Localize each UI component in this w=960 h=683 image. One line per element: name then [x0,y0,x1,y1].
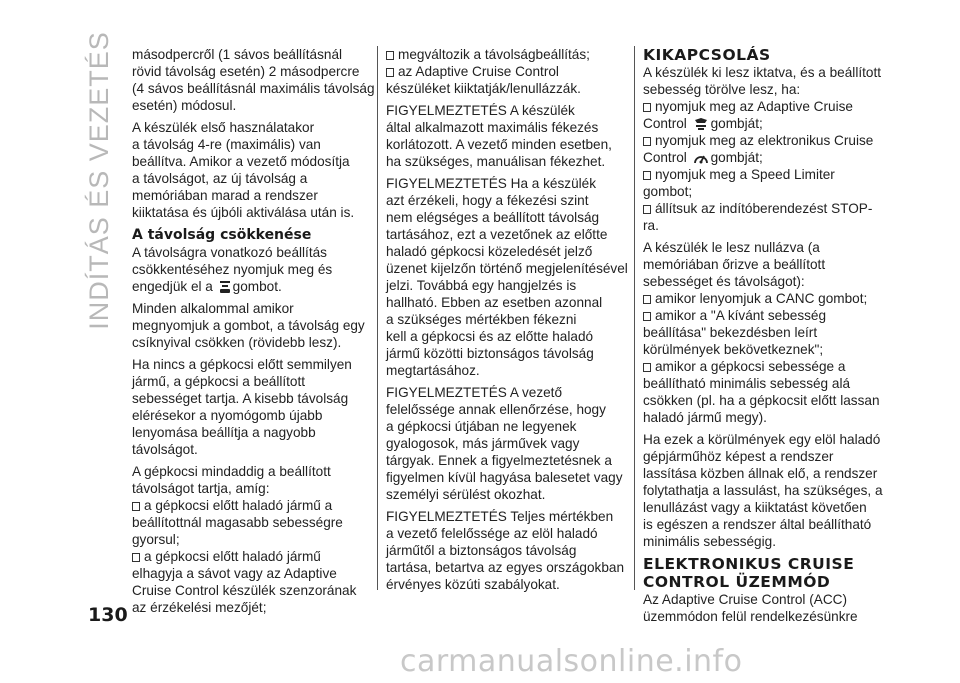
square-bullet-icon [132,502,140,511]
paragraph: másodpercről (1 sávos beállításnál rövid távolság esetén) 2 másodpercre (4 sávos beállításnál maximális távolság esetén) módosul. [132,47,375,113]
column-divider [377,46,378,590]
square-bullet-icon [386,68,394,77]
square-bullet-icon [643,363,651,372]
square-bullet-icon [643,103,651,112]
distance-reduce-icon [219,280,231,294]
square-bullet-icon [132,553,140,562]
square-bullet-icon [643,171,651,180]
watermark: carmanualsonline.info [400,644,743,679]
list-item: amikor a gépkocsi sebessége a beállítható minimális sebesség alá csökken (pl. ha a gépkocsit előtt lassan haladó jármű megy). [643,359,880,425]
section-heading: CONTROL ÜZEMMÓD [643,573,831,591]
section-heading: KIKAPCSOLÁS [643,46,771,64]
column-2 [386,46,628,593]
warning-paragraph: FIGYELMEZTETÉS A készülék által alkalmazott maximális fékezés korlátozott. A vezető minden esetben, ha szükséges, manuálisan fékezhet. [386,103,612,169]
paragraph: A készülék le lesz nullázva (a memóriában őrizve a beállított sebességet és távolságot): [643,240,826,289]
warning-paragraph: FIGYELMEZTETÉS Teljes mértékben a vezető felelőssége az elöl haladó járműtől a biztonságos távolság tartása, betartva az egyes országokban érvényes közúti szabályokat. [386,509,625,592]
paragraph: Az Adaptive Cruise Control (ACC) üzemmódon felül rendelkezésünkre [643,592,858,624]
column-1 [132,46,375,616]
section-title: INDÍTÁS ÉS VEZETÉS [83,30,114,330]
paragraph: A készülék ki lesz iktatva, és a beállított sebesség törölve lesz, ha: [643,65,882,97]
column-divider [634,46,635,590]
paragraph: Ha nincs a gépkocsi előtt semmilyen jármű, a gépkocsi a beállított sebességet tartja. A kisebb távolság elérésekor a nyomógomb újabb lenyomása beállítja a nagyobb távolságot. [132,357,352,457]
list-item: nyomjuk meg az Adaptive Cruise Control gombját; [643,99,853,131]
column-3 [643,46,883,625]
section-heading: A távolság csökkenése [132,227,312,243]
warning-paragraph: FIGYELMEZTETÉS Ha a készülék azt érzékeli, hogy a fékezési szint nem elégséges a beállított távolság tartásához, ezt a vezetőnek az előtte haladó gépkocsi közeledését jelző üzenet kijelzőn történő megjelenítésével jelzi. Továbbá egy hangjelzés is hallható. Ebben az esetben azonnal a szükséges mértékben fékezni kell a gépkocsi és az előtte haladó jármű közötti biztonságos távolság megtartásához. [386,176,628,378]
list-item: a gépkocsi előtt haladó jármű elhagyja a sávot vagy az Adaptive Cruise Control készülék szenzorának az érzékelési mezőjét; [132,549,357,615]
cruise-control-icon [693,117,709,131]
square-bullet-icon [386,51,394,60]
list-item: amikor a "A kívánt sebesség beállítása" bekezdésben leírt körülmények bekövetkeznek"; [643,308,827,357]
list-item: állítsuk az indítóberendezést STOP- ra. [643,201,873,233]
paragraph: A gépkocsi mindaddig a beállított távolságot tartja, amíg: [132,464,331,496]
paragraph: Minden alkalommal amikor megnyomjuk a gombot, a távolság egy csíknyival csökken (rövidebb lesz). [132,301,365,350]
paragraph: A távolságra vonatkozó beállítás csökkentéséhez nyomjuk meg és engedjük el a gombot. [132,245,333,294]
list-item: amikor lenyomjuk a CANC gombot; [643,290,880,307]
square-bullet-icon [643,312,651,321]
square-bullet-icon [643,205,651,214]
warning-paragraph: FIGYELMEZTETÉS A vezető felelőssége annak ellenőrzése, hogy a gépkocsi útjában ne legyenek gyalogosok, más járművek vagy tárgyak. Ennek a figyelmeztetésnek a figyelmen kívül hagyása balesetet vagy személyi sérülést okozhat. [386,385,623,502]
section-title-vertical [80,30,118,330]
square-bullet-icon [643,295,651,304]
list-item: megváltozik a távolságbeállítás; [386,46,623,63]
list-item: nyomjuk meg a Speed Limiter gombot; [643,167,835,199]
square-bullet-icon [643,137,651,146]
page-number: 130 [88,604,128,626]
list-item: az Adaptive Cruise Control készüléket kiiktatják/lenullázzák. [386,64,581,96]
paragraph: A készülék első használatakor a távolság 4-re (maximális) van beállítva. Amikor a vezető módosítja a távolságot, az új távolság a memóriában marad a rendszer kiiktatása és újbóli aktiválása után is. [132,120,355,220]
section-heading: ELEKTRONIKUS CRUISE [643,555,855,573]
list-item: nyomjuk meg az elektronikus Cruise Control gombját; [643,133,874,165]
list-item: a gépkocsi előtt haladó jármű a beállítottnál magasabb sebességre gyorsul; [132,498,343,547]
speed-limiter-icon [693,151,709,165]
paragraph: Ha ezek a körülmények egy elöl haladó gépjárműhöz képest a rendszer lassítása közben állnak elő, a rendszer folytathatja a lassulást, ha szükséges, a lenullázást vagy a kiiktatást követően is egészen a rendszer által beállítható minimális sebességig. [643,432,883,549]
